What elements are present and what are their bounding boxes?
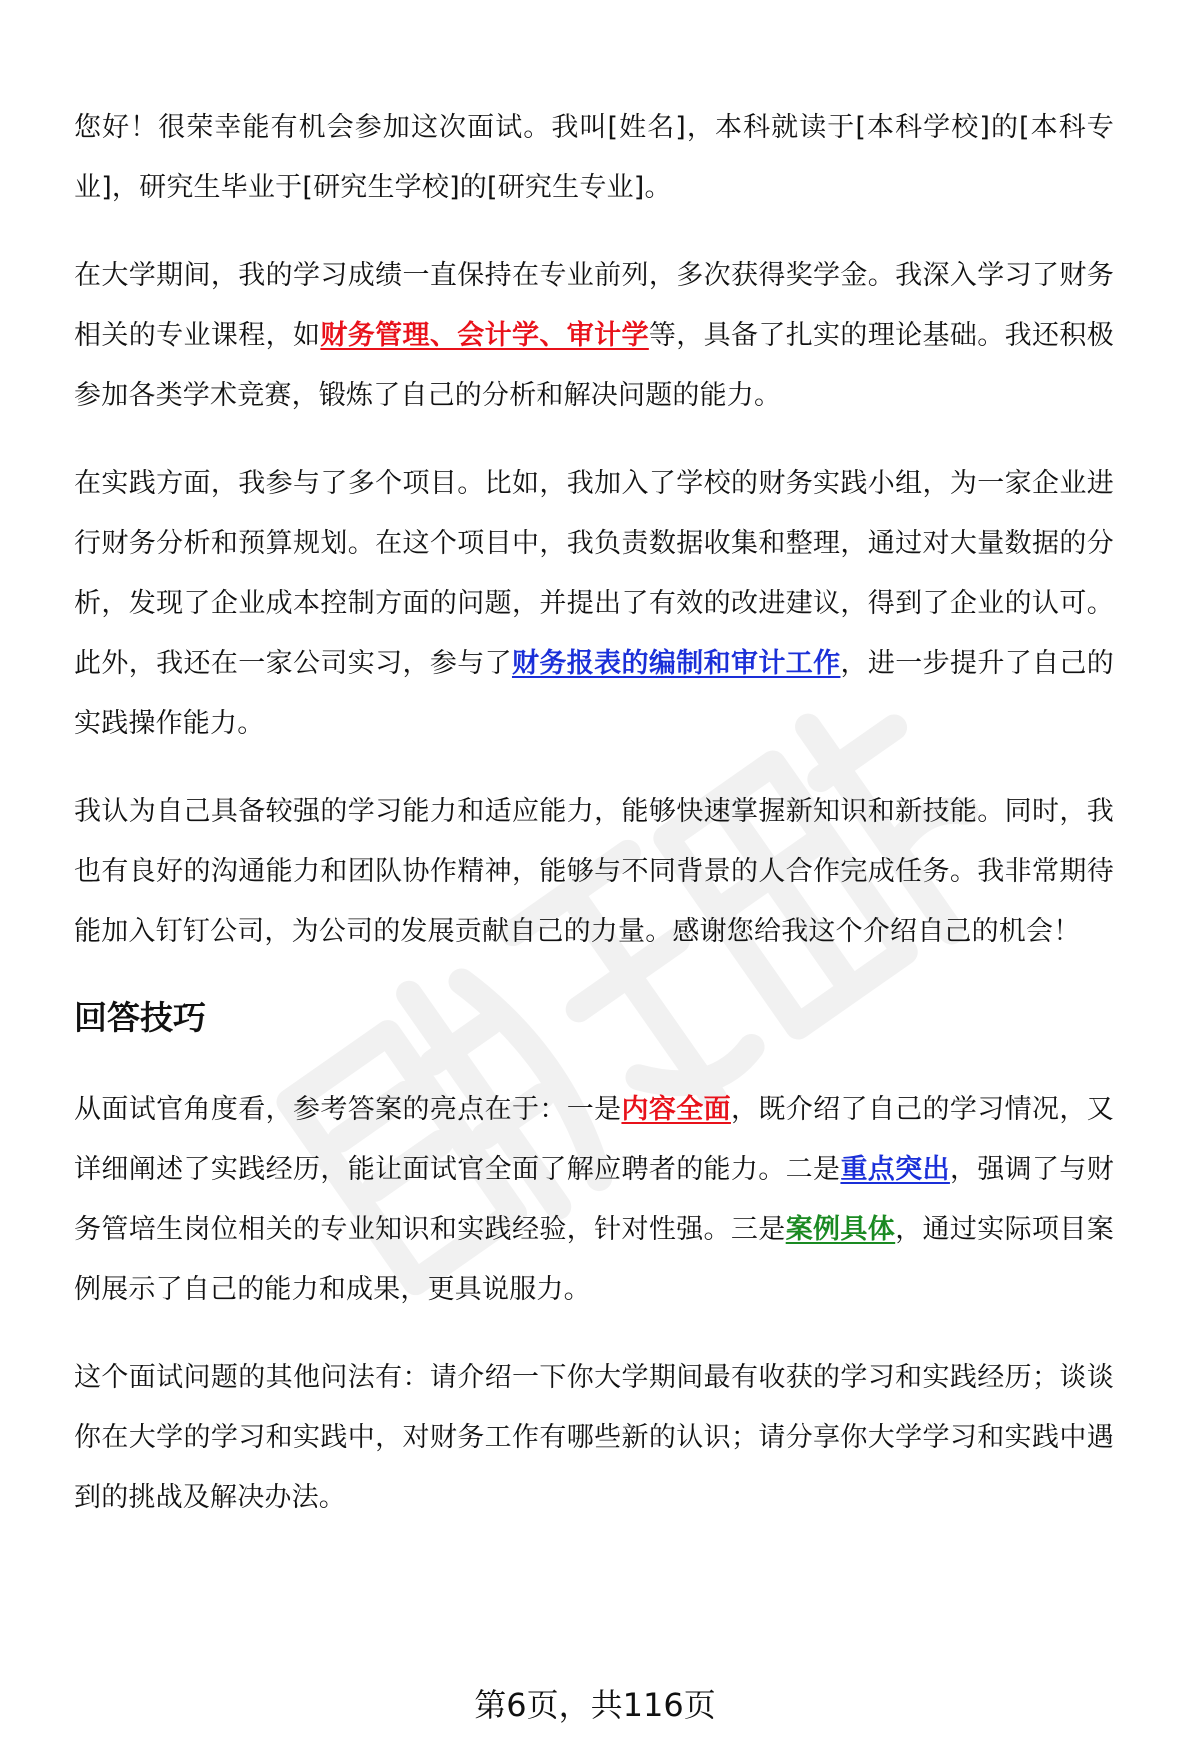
study-text-before: 在大学期间，我的学习成绩一直保持在专业前列，多次获得奖学金。我深入学习了财务相关的专业课程，如 bbox=[74, 260, 1114, 351]
closing-paragraph bbox=[74, 782, 1114, 962]
practice-paragraph bbox=[74, 454, 1114, 754]
closing-text: 我认为自己具备较强的学习能力和适应能力，能够快速掌握新知识和新技能。同时，我也有良好的沟通能力和团队协作精神，能够与不同背景的人合作完成任务。我非常期待能加入钉钉公司，为公司的发展贡献自己的力量。感谢您给我这个介绍自己的机会！ bbox=[74, 796, 1114, 947]
tips-text-a: 从面试官角度看，参考答案的亮点在于：一是 bbox=[74, 1094, 622, 1125]
intro-paragraph bbox=[74, 98, 1114, 218]
courses-highlight: 财务管理、会计学、审计学 bbox=[320, 320, 649, 351]
internship-highlight: 财务报表的编制和审计工作 bbox=[511, 648, 841, 679]
page-number: 第6页，共116页 bbox=[474, 1686, 716, 1724]
tips-text-b: ，既介绍了自己的学习情况，又详细阐述了实践经历，能让面试官全面了解应聘者的能力。二是 bbox=[74, 1094, 1114, 1185]
tip-highlight-comprehensive: 内容全面 bbox=[621, 1094, 731, 1125]
tip-highlight-focus: 重点突出 bbox=[840, 1154, 950, 1185]
tips-paragraph bbox=[74, 1080, 1114, 1320]
practice-text-before: 在实践方面，我参与了多个项目。比如，我加入了学校的财务实践小组，为一家企业进行财务分析和预算规划。在这个项目中，我负责数据收集和整理，通过对大量数据的分析，发现了企业成本控制方面的问题，并提出了有效的改进建议，得到了企业的认可。此外，我还在一家公司实习，参与了 bbox=[74, 468, 1114, 679]
tip-highlight-cases: 案例具体 bbox=[785, 1214, 896, 1245]
document-body bbox=[74, 98, 1114, 1556]
tips-text-d: ，通过实际项目案例展示了自己的能力和成果，更具说服力。 bbox=[74, 1214, 1114, 1305]
study-paragraph bbox=[74, 246, 1114, 426]
tips-text-c: ，强调了与财务管培生岗位相关的专业知识和实践经验，针对性强。三是 bbox=[74, 1154, 1114, 1245]
intro-text: 您好！很荣幸能有机会参加这次面试。我叫[姓名]，本科就读于[本科学校]的[本科专业]，研究生毕业于[研究生学校]的[研究生专业]。 bbox=[74, 112, 1114, 203]
study-text-after: 等，具备了扎实的理论基础。我还积极参加各类学术竞赛，锻炼了自己的分析和解决问题的能力。 bbox=[74, 320, 1114, 411]
section-heading: 回答技巧 bbox=[74, 998, 206, 1037]
alternatives-text: 这个面试问题的其他问法有：请介绍一下你大学期间最有收获的学习和实践经历；谈谈你在大学的学习和实践中，对财务工作有哪些新的认识；请分享你大学学习和实践中遇到的挑战及解决办法。 bbox=[74, 1362, 1114, 1513]
alternatives-paragraph bbox=[74, 1348, 1114, 1528]
practice-text-after: ，进一步提升了自己的实践操作能力。 bbox=[74, 648, 1115, 739]
